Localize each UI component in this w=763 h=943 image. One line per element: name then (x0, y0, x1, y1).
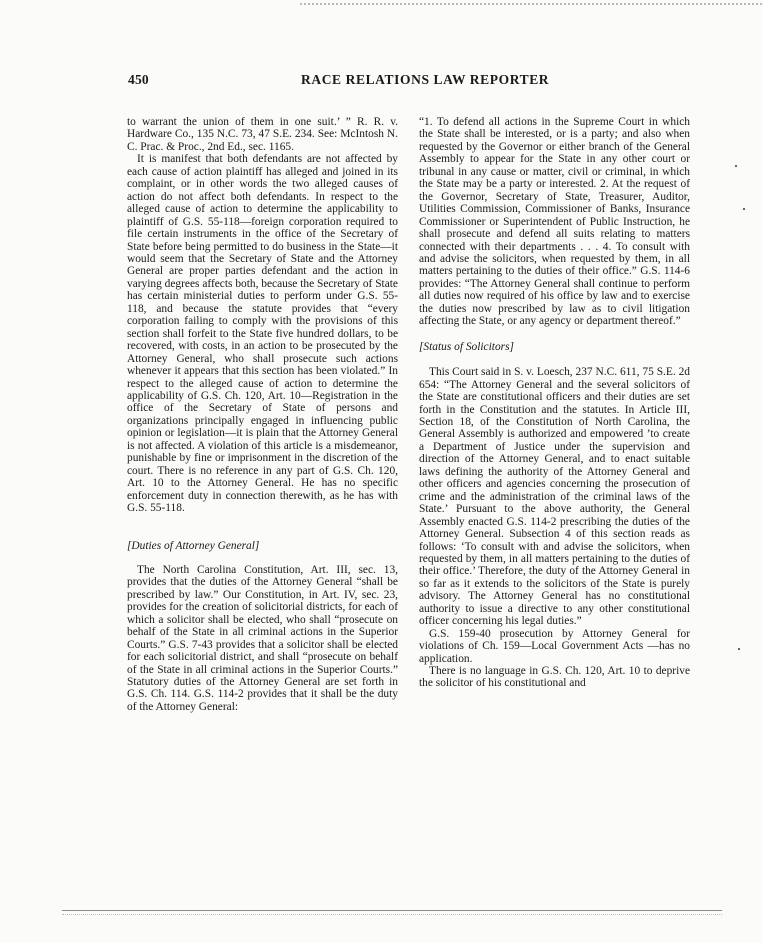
section-gap (419, 353, 690, 366)
journal-title: RACE RELATIONS LAW REPORTER (301, 72, 550, 87)
bottom-rule (62, 910, 722, 911)
page-number: 450 (128, 72, 149, 87)
running-head (128, 72, 688, 92)
left-paragraph-3: The North Carolina Constitution, Art. III, sec. 13, provides that the duties of the Attorney General “shall be prescribed by law.” Our Constitution, in Art. IV, sec. 23, provides for the creation of solicitorial districts, for each of which a solicitor shall be elected, who shall “prosecute on behalf of the State in all criminal actions in the Superior Courts.” G.S. 7-43 provides that a solicitor shall be elected for each solicitorial district, and shall “prosecute on behalf of the State in all criminal actions in the Superior Courts.” Statutory duties of the Attorney General are set forth in G.S. Ch. 114. G.S. 114-2 provides that it shall be the duty of the Attorney General: (127, 563, 398, 713)
left-paragraph-2: It is manifest that both defendants are not affected by each cause of action plaintiff has alleged and joined in its complaint, or in other words the two alleged causes of action do not affect both defendants. In respect to the alleged cause of action to determine the applicability to plaintiff of G.S. 55-118—foreign corporation required to file certain instruments in the office of the Secretary of State before being permitted to do business in the State—it would seem that the Secretary of State and the Attorney General are proper parties defendant and the action in varying degrees affects both, because the Secretary of State has certain ministerial duties to perform under G.S. 55-118, and because the statute provides that “every corporation failing to comply with the provisions of this section shall forfeit to the State five hundred dollars, to be recovered, with costs, in an action to be prosecuted by the Attorney General, who shall prosecute such actions whenever it appears that this section has been violated.” In respect to the alleged cause of action to determine the applicability of G.S. Ch. 120, Art. 10—Registration in the office of the Secretary of State of persons and organizations principally engaged in influencing public opinion or legislation—it is plain that the Attorney General is not affected. A violation of this article is a misdemeanor, punishable by fine or imprisonment in the discretion of the court. There is no reference in any part of G.S. Ch. 120, Art. 10 to the Attorney General. He has no specific enforcement duty in connection therewith, as he has with G.S. 55-118. (127, 153, 398, 515)
right-paragraph-1: “1. To defend all actions in the Supreme Court in which the State shall be interested, or is a party; and also when requested by the Governor or either branch of the General Assembly to appear for the State in any other court or tribunal in any cause or matter, civil or criminal, in which the State may be a party or interested. 2. At the request of the Governor, Secretary of State, Treasurer, Auditor, Utilities Commission, Commissioner of Banks, Insurance Commissioner or Superintendent of Public Instruction, he shall prosecute and defend all suits relating to matters connected with their departments . . . 4. To consult with and advise the solicitors, when requested by them, in all matters pertaining to the duties of their office.” G.S. 114-6 provides: “The Attorney General shall continue to perform all duties now required of his office by law and to exercise the duties now prescribed by law as to civil litigation affecting the State, or any agency or department thereof.” (419, 116, 690, 328)
left-paragraph-1: to warrant the union of them in one suit.’ ” R. R. v. Hardware Co., 135 N.C. 73, 47 S.E. 234. See: McIntosh N. C. Prac. & Proc., 2nd Ed., sec. 1165. (127, 116, 398, 153)
bottom-dotted-rule (62, 914, 722, 915)
right-paragraph-3: G.S. 159-40 prosecution by Attorney General for violations of Ch. 159—Local Government Acts —has no application. (419, 627, 690, 665)
section-heading-duties-of-attorney-general: [Duties of Attorney General] (127, 539, 260, 552)
right-paragraph-2: This Court said in S. v. Loesch, 237 N.C. 611, 75 S.E. 2d 654: “The Attorney General and the several solicitors of the State are constitutional officers and their duties are set forth in the Constitution and the statutes. In Article III, Section 18, of the Constitution of North Carolina, the General Assembly is authorized and empowered ’to create a Department of Justice under the supervision and direction of the Attorney General, and to enact suitable laws defining the authority of the Attorney General and other officers and agencies concerning the prosecution of crime and the administration of the criminal laws of the State.’ Pursuant to the above authority, the General Assembly enacted G.S. 114-2 prescribing the duties of the Attorney General. Subsection 4 of this section reads as follows: ‘To consult with and advise the solicitors, when requested by them, in all matters pertaining to the duties of their office.’ Therefore, the duty of the Attorney General in so far as it extends to the solicitors of the State is purely advisory. The Attorney General has no constitutional authority to issue a directive to any other constitutional officer concerning his legal duties.” (419, 366, 690, 628)
section-gap (127, 552, 398, 564)
right-paragraph-4: There is no language in G.S. Ch. 120, Art. 10 to deprive the solicitor of his constitutional and (419, 665, 690, 690)
scan-speck (738, 648, 740, 650)
right-column (419, 116, 690, 690)
section-gap (127, 515, 398, 528)
top-dotted-rule (300, 3, 762, 5)
scan-speck (743, 208, 745, 210)
section-gap (419, 328, 690, 341)
section-gap (127, 528, 398, 540)
scan-speck (735, 165, 737, 167)
section-heading-status-of-solicitors: [Status of Solicitors] (419, 340, 514, 353)
left-column (127, 116, 398, 713)
